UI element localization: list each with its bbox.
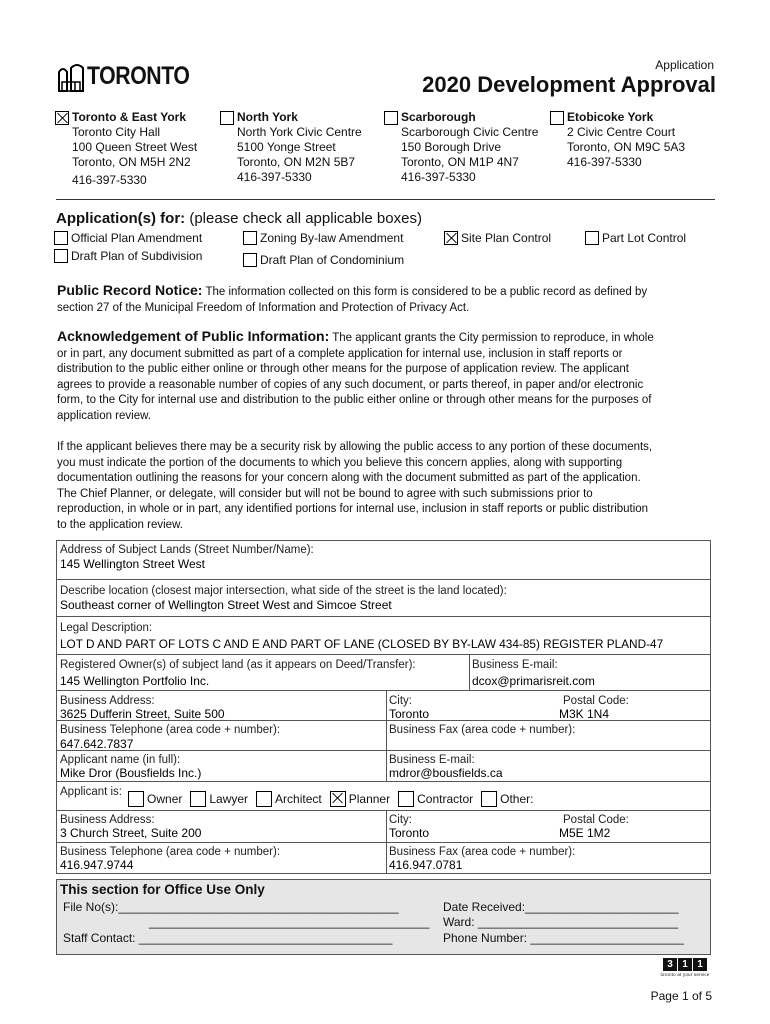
- owner-fax-cell[interactable]: Business Fax (area code + number):: [389, 724, 576, 736]
- public-record-notice: Public Record Notice: The information collected on this form is considered to be a public record as defined by section 27 of the Municipal Freedom of Information and Protection of Privacy Act.: [57, 282, 648, 314]
- applicant-fax-value[interactable]: 416.947.0781: [389, 858, 463, 872]
- owner-email-cell[interactable]: Business E-mail: dcox@primarisreit.com: [469, 655, 710, 690]
- office-line: Toronto, ON M2N 5B7: [237, 155, 356, 169]
- office-north-york: [220, 110, 380, 185]
- office-line: Toronto, ON M1P 4N7: [401, 155, 519, 169]
- applicant-address-value[interactable]: 3 Church Street, Suite 200: [60, 826, 202, 840]
- row-applicant-phone: [57, 843, 710, 873]
- header-divider: [56, 199, 715, 200]
- date-received-field[interactable]: Date Received:_______________________: [443, 900, 679, 914]
- applicant-phone-value[interactable]: 416.947.9744: [60, 858, 134, 872]
- row-applicant-is: [57, 782, 710, 811]
- staff-contact-field[interactable]: Staff Contact: ______________________________________: [63, 931, 393, 945]
- office-checkbox-etobicoke-york[interactable]: [550, 111, 564, 125]
- owner-value[interactable]: 145 Wellington Portfolio Inc.: [60, 674, 210, 688]
- office-scarborough: [384, 110, 549, 185]
- office-phone: 416-397-5330: [401, 170, 476, 184]
- role-lawyer[interactable]: Lawyer: [190, 791, 248, 807]
- office-use-title: This section for Office Use Only: [60, 882, 265, 897]
- checkbox[interactable]: [243, 231, 257, 245]
- location-cell[interactable]: Describe location (closest major intersection, what side of the street is the land located): Southeast corner of Wellington Street West and Simcoe Street: [57, 580, 710, 616]
- role-contractor[interactable]: Contractor: [398, 791, 473, 807]
- checkbox[interactable]: [444, 231, 458, 245]
- city-hall-icon: [57, 62, 85, 92]
- checkbox[interactable]: [190, 791, 206, 807]
- security-risk-paragraph: If the applicant believes there may be a security risk by allowing the public access to any portion of these documents, you must indicate the portion of the documents to which you believe this concern applies, along with supporting documentation outlining the reasons for your concern along with the document submitted as part of the application. The Chief Planner, or delegate, will consider but will not be bound to agree with such submissions prior to reproduction, in whole or in part, any identified portions for internal use, inclusion in staff reports or public distribution to the application review.: [57, 441, 653, 531]
- role-planner[interactable]: Planner: [330, 791, 390, 807]
- checkbox[interactable]: [330, 791, 346, 807]
- applicant-name-cell[interactable]: Applicant name (in full): Mike Dror (Bousfields Inc.): [57, 751, 386, 781]
- file-number-field-2[interactable]: __________________________________________: [149, 915, 430, 929]
- file-number-field[interactable]: File No(s):__________________________________________: [63, 900, 399, 914]
- applicant-phone-cell[interactable]: Business Telephone (area code + number): 416.947.9744: [57, 843, 386, 873]
- owner-city-cell[interactable]: City: Toronto: [386, 691, 556, 720]
- applicant-address-cell[interactable]: Business Address: 3 Church Street, Suite 200: [57, 811, 386, 842]
- office-name: Toronto & East York: [72, 110, 187, 124]
- option-draft-plan-condominium[interactable]: Draft Plan of Condominium: [243, 253, 404, 267]
- office-line: North York Civic Centre: [237, 125, 362, 139]
- application-form-table: [56, 540, 711, 874]
- office-line: Toronto, ON M5H 2N2: [72, 155, 191, 169]
- applicant-role-cell: Applicant is: Owner Lawyer Architect Planner Contractor Other:: [60, 786, 534, 806]
- row-applicant: [57, 751, 710, 782]
- office-etobicoke-york: [550, 110, 710, 170]
- owner-email-value[interactable]: dcox@primarisreit.com: [472, 674, 595, 688]
- option-zoning-bylaw-amendment[interactable]: Zoning By-law Amendment: [243, 231, 403, 245]
- checkbox[interactable]: [481, 791, 497, 807]
- office-line: Scarborough Civic Centre: [401, 125, 539, 139]
- office-line: 5100 Yonge Street: [237, 140, 336, 154]
- applicant-email-value[interactable]: mdror@bousfields.ca: [389, 765, 503, 780]
- row-subject-address: [57, 541, 710, 580]
- owner-phone-value[interactable]: 647.642.7837: [60, 737, 134, 751]
- owner-postal-cell[interactable]: Postal Code: M3K 1N4: [556, 691, 710, 720]
- option-draft-plan-subdivision[interactable]: Draft Plan of Subdivision: [54, 249, 202, 263]
- option-part-lot-control[interactable]: Part Lot Control: [585, 231, 686, 245]
- applicant-city-value[interactable]: Toronto: [389, 826, 430, 840]
- application-label: Application: [655, 58, 714, 72]
- row-owner-phone: [57, 721, 710, 751]
- applicant-name-value[interactable]: Mike Dror (Bousfields Inc.): [60, 765, 202, 780]
- role-other[interactable]: Other:: [481, 791, 533, 807]
- toronto-logo: [57, 62, 190, 94]
- subject-address-value[interactable]: 145 Wellington Street West: [60, 557, 205, 571]
- legal-description-cell[interactable]: Legal Description: LOT D AND PART OF LOTS C AND E AND PART OF LANE (CLOSED BY BY-LAW 434-85) REGISTER PLAND-47: [57, 617, 710, 654]
- applications-heading: Application(s) for: (please check all applicable boxes): [56, 210, 422, 227]
- owner-phone-cell[interactable]: Business Telephone (area code + number): 647.642.7837: [57, 721, 386, 750]
- phone-number-field[interactable]: Phone Number: _______________________: [443, 931, 684, 945]
- checkbox[interactable]: [128, 791, 144, 807]
- applicant-fax-cell[interactable]: Business Fax (area code + number): 416.947.0781: [386, 843, 710, 873]
- applicant-email-cell[interactable]: Business E-mail: mdror@bousfields.ca: [386, 751, 710, 781]
- checkbox[interactable]: [585, 231, 599, 245]
- office-name: North York: [237, 110, 298, 124]
- page-title: 2020 Development Approval: [422, 72, 716, 97]
- office-phone: 416-397-5330: [72, 173, 147, 187]
- ward-field[interactable]: Ward: ______________________________: [443, 915, 679, 929]
- checkbox[interactable]: [54, 249, 68, 263]
- office-name: Scarborough: [401, 110, 476, 124]
- owner-address-value[interactable]: 3625 Dufferin Street, Suite 500: [60, 706, 225, 721]
- office-line: Toronto, ON M9C 5A3: [567, 140, 686, 154]
- option-official-plan-amendment[interactable]: Official Plan Amendment: [54, 231, 202, 245]
- role-owner[interactable]: Owner: [128, 791, 182, 807]
- row-legal-description: [57, 617, 710, 655]
- role-architect[interactable]: Architect: [256, 791, 322, 807]
- checkbox[interactable]: [243, 253, 257, 267]
- office-line: 100 Queen Street West: [72, 140, 198, 154]
- applicant-postal-cell[interactable]: Postal Code: M5E 1M2: [556, 811, 710, 842]
- office-name: Etobicoke York: [567, 110, 654, 124]
- 311-logo: 3 1 1 toronto at your service: [660, 959, 710, 977]
- row-location: [57, 580, 710, 617]
- acknowledgement-notice: Acknowledgement of Public Information: The applicant grants the City permission to reproduce, in whole or in part, any document submitted as part of a complete application for internal use, inclusion in staff reports or distribution to the public either online or through other means for the purpose of application review. The applicant agrees to provide a reasonable number of copies of any such document, or parts thereof, in paper and/or electronic form, to the City for internal use and distribution to the public either online or through other means for the purposes of application review.: [57, 328, 654, 422]
- office-toronto-east-york: [55, 110, 215, 188]
- office-checkbox-scarborough[interactable]: [384, 111, 398, 125]
- office-checkbox-toronto-east-york[interactable]: [55, 111, 69, 125]
- subject-address-cell[interactable]: Address of Subject Lands (Street Number/Name): 145 Wellington Street West: [57, 541, 710, 579]
- applicant-postal-value[interactable]: M5E 1M2: [559, 826, 611, 840]
- office-phone: 416-397-5330: [567, 155, 642, 169]
- owner-city-value[interactable]: Toronto: [389, 706, 430, 721]
- page-number: Page 1 of 5: [650, 989, 712, 1003]
- row-registered-owner: [57, 655, 710, 691]
- row-owner-address: [57, 691, 710, 721]
- office-line: Toronto City Hall: [72, 125, 161, 139]
- office-line: 2 Civic Centre Court: [567, 125, 676, 139]
- owner-postal-value[interactable]: M3K 1N4: [559, 706, 610, 721]
- office-line: 150 Borough Drive: [401, 140, 502, 154]
- option-site-plan-control[interactable]: Site Plan Control: [444, 231, 551, 245]
- legal-description-value[interactable]: LOT D AND PART OF LOTS C AND E AND PART OF LANE (CLOSED BY BY-LAW 434-85) REGISTER PLAND-47: [60, 637, 664, 651]
- owner-cell[interactable]: Registered Owner(s) of subject land (as it appears on Deed/Transfer): 145 Wellington Portfolio Inc.: [57, 655, 469, 690]
- checkbox[interactable]: [256, 791, 272, 807]
- logo-wordmark: TORONTO: [87, 62, 190, 90]
- location-value[interactable]: Southeast corner of Wellington Street West and Simcoe Street: [60, 598, 392, 612]
- office-use-section: [56, 879, 711, 955]
- checkbox[interactable]: [398, 791, 414, 807]
- office-phone: 416-397-5330: [237, 170, 312, 184]
- owner-address-cell[interactable]: Business Address: 3625 Dufferin Street, Suite 500: [57, 691, 386, 720]
- applicant-city-cell[interactable]: City: Toronto: [386, 811, 556, 842]
- row-applicant-address: [57, 811, 710, 843]
- checkbox[interactable]: [54, 231, 68, 245]
- office-checkbox-north-york[interactable]: [220, 111, 234, 125]
